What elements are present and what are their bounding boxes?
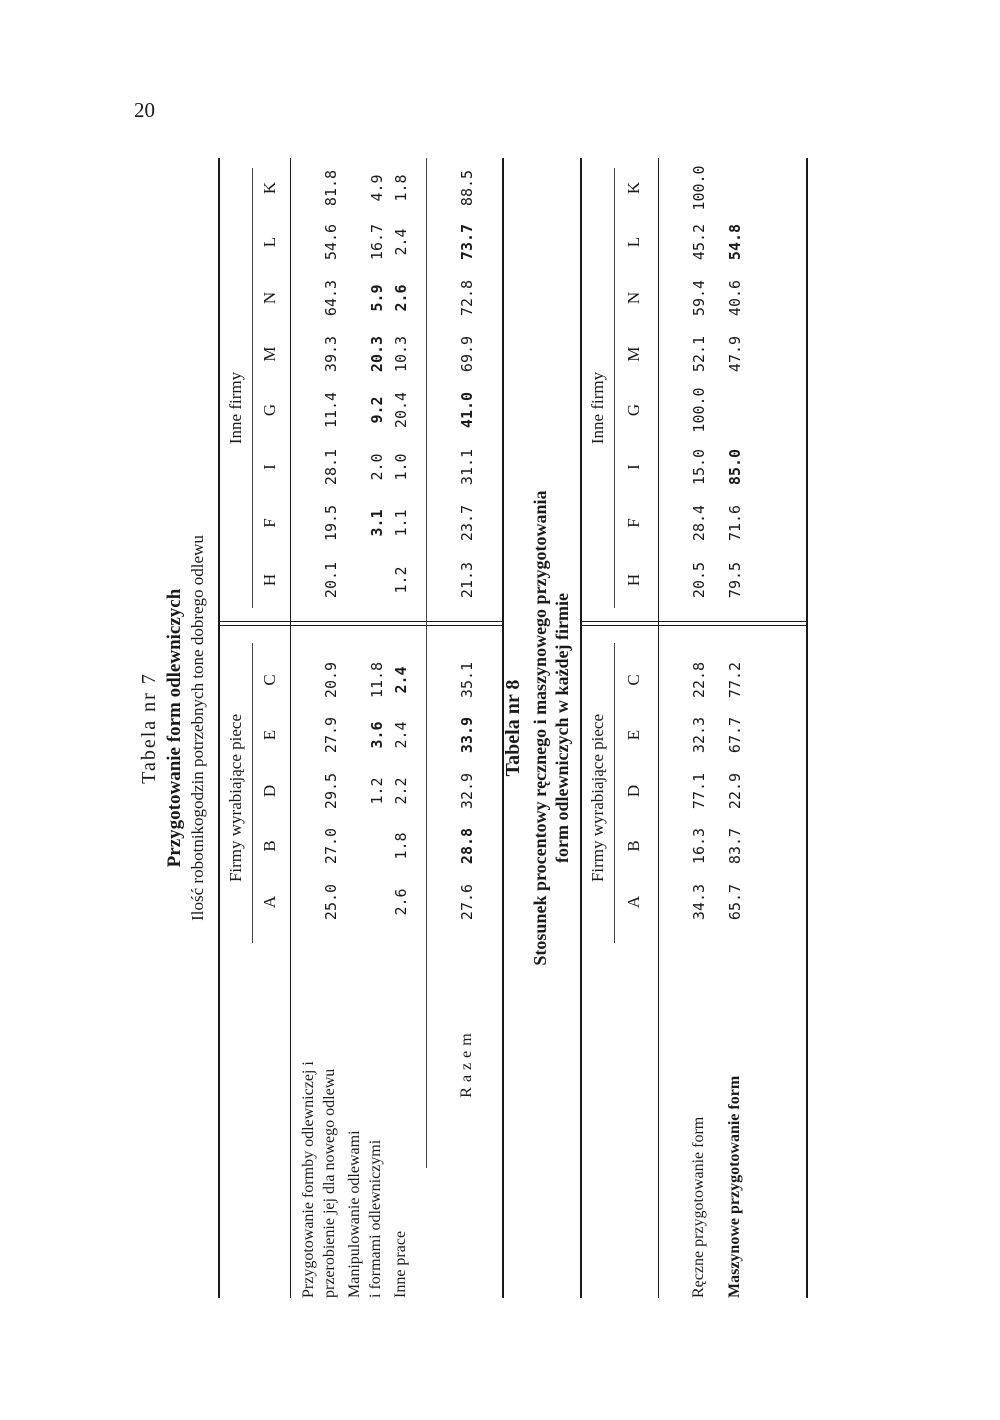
t8-col-I: I xyxy=(624,464,643,470)
t7-r1-M: 39.3 xyxy=(322,335,340,373)
table7-group-right-rule xyxy=(252,168,253,608)
t7-tot-L: 73.7 xyxy=(458,223,476,261)
table8-group-right-rule xyxy=(614,168,615,608)
table7-top-rule xyxy=(218,158,220,1298)
t7-col-C: C xyxy=(260,674,279,686)
t8-col-M: M xyxy=(624,346,643,362)
t7-tot-A: 27.6 xyxy=(458,883,476,921)
t8-r2-D: 22.9 xyxy=(726,772,744,810)
table8-top-rule xyxy=(580,158,582,1298)
t8-col-F: F xyxy=(624,518,643,528)
table8-divider-2 xyxy=(580,621,806,622)
t7-total-label: Razem xyxy=(458,1028,475,1098)
t7-row1-label-line2: przerobienie jej dla nowego odlewu xyxy=(321,1068,338,1298)
t8-col-H: H xyxy=(624,573,643,587)
t7-r3-N: 2.6 xyxy=(392,284,410,312)
t7-r3-I: 1.0 xyxy=(392,453,410,481)
t8-r1-I: 15.0 xyxy=(690,448,708,486)
table7-divider xyxy=(218,625,504,626)
t7-r1-L: 54.6 xyxy=(322,223,340,261)
t7-row3-label: Inne prace xyxy=(392,1230,409,1298)
table8-bottom-rule xyxy=(806,158,808,1298)
t7-r2-F: 3.1 xyxy=(368,509,386,537)
page-number: 20 xyxy=(134,98,155,122)
table8-divider xyxy=(580,625,806,626)
t7-r2-D: 1.2 xyxy=(368,777,386,805)
t8-r1-D: 77.1 xyxy=(690,772,708,810)
t8-r2-B: 83.7 xyxy=(726,827,744,865)
t8-r1-K: 100.0 xyxy=(690,165,708,211)
t8-r1-L: 45.2 xyxy=(690,223,708,261)
t7-r1-D: 29.5 xyxy=(322,772,340,810)
t7-col-A: A xyxy=(260,895,279,909)
table7-group-left: Firmy wyrabiające piece xyxy=(226,713,245,883)
t7-r2-N: 5.9 xyxy=(368,284,386,312)
t8-r1-M: 52.1 xyxy=(690,335,708,373)
t8-r1-C: 22.8 xyxy=(690,661,708,699)
t7-r3-G: 20.4 xyxy=(392,391,410,429)
t8-r1-E: 32.3 xyxy=(690,716,708,754)
table7-divider-2 xyxy=(218,621,504,622)
t7-r1-B: 27.0 xyxy=(322,827,340,865)
t8-row2-label: Maszynowe przygotowanie form xyxy=(726,1075,743,1298)
t8-r2-N: 40.6 xyxy=(726,279,744,317)
table8-group-right: Inne firmy xyxy=(588,371,607,445)
rotated-page-content xyxy=(130,158,810,1298)
t8-col-G: G xyxy=(624,403,643,417)
t8-r1-N: 59.4 xyxy=(690,279,708,317)
table8-group-left: Firmy wyrabiające piece xyxy=(588,713,607,883)
t7-r3-B: 1.8 xyxy=(392,832,410,860)
t7-r2-L: 16.7 xyxy=(368,223,386,261)
t7-col-B: B xyxy=(260,840,279,852)
t7-r3-L: 2.4 xyxy=(392,228,410,256)
t7-col-G: G xyxy=(260,403,279,417)
t7-r3-H: 1.2 xyxy=(392,566,410,594)
t7-r3-E: 2.4 xyxy=(392,721,410,749)
t7-col-F: F xyxy=(260,518,279,528)
t7-col-N: N xyxy=(260,291,279,305)
table8-group-left-rule xyxy=(614,643,615,943)
t8-col-A: A xyxy=(624,895,643,909)
t7-tot-H: 21.3 xyxy=(458,561,476,599)
t8-col-D: D xyxy=(624,784,643,798)
t7-tot-B: 28.8 xyxy=(458,827,476,865)
t7-col-K: K xyxy=(260,181,279,195)
t8-col-K: K xyxy=(624,181,643,195)
t7-tot-I: 31.1 xyxy=(458,448,476,486)
t8-r2-C: 77.2 xyxy=(726,661,744,699)
t7-tot-D: 32.9 xyxy=(458,772,476,810)
t8-r1-H: 20.5 xyxy=(690,561,708,599)
t7-col-L: L xyxy=(260,236,279,248)
t7-r2-I: 2.0 xyxy=(368,453,386,481)
t8-r1-A: 34.3 xyxy=(690,883,708,921)
t7-r1-K: 81.8 xyxy=(322,169,340,207)
table7-group-left-rule xyxy=(252,643,253,943)
t8-r1-G: 100.0 xyxy=(690,387,708,433)
t7-tot-M: 69.9 xyxy=(458,335,476,373)
t7-row1-label-line1: Przygotowanie formby odlewniczej i xyxy=(300,1061,317,1298)
t7-total-rule xyxy=(426,158,427,1168)
t8-col-B: B xyxy=(624,840,643,852)
t7-r1-E: 27.9 xyxy=(322,716,340,754)
table7-subtitle: Ilość robotnikogodzin potrzebnych tone dobrego odlewu xyxy=(188,535,207,921)
t7-r3-C: 2.4 xyxy=(392,666,410,694)
table8-title-line1: Stosunek procentowy ręcznego i maszynowego przygotowania xyxy=(530,490,550,966)
t7-r1-I: 28.1 xyxy=(322,448,340,486)
t8-row1-label: Ręczne przygotowanie form xyxy=(690,1116,707,1298)
t8-r1-F: 28.4 xyxy=(690,504,708,542)
t7-r1-F: 19.5 xyxy=(322,504,340,542)
t7-r3-M: 10.3 xyxy=(392,335,410,373)
t8-col-L: L xyxy=(624,236,643,248)
t8-r2-L: 54.8 xyxy=(726,223,744,261)
t7-r1-A: 25.0 xyxy=(322,883,340,921)
t7-r1-H: 20.1 xyxy=(322,561,340,599)
t7-col-H: H xyxy=(260,573,279,587)
t8-r1-B: 16.3 xyxy=(690,827,708,865)
t8-col-N: N xyxy=(624,291,643,305)
table7-label: Tabela nr 7 xyxy=(138,672,160,784)
t7-col-E: E xyxy=(260,729,279,741)
t7-row2-label-line1: Manipulowanie odlewami xyxy=(346,1130,363,1298)
t8-r2-E: 67.7 xyxy=(726,716,744,754)
t7-tot-N: 72.8 xyxy=(458,279,476,317)
table7-title: Przygotowanie form odlewniczych xyxy=(164,588,185,868)
t7-r2-M: 20.3 xyxy=(368,335,386,373)
t8-r2-A: 65.7 xyxy=(726,883,744,921)
t8-col-C: C xyxy=(624,674,643,686)
t7-r2-C: 11.8 xyxy=(368,661,386,699)
t7-r2-G: 9.2 xyxy=(368,396,386,424)
t7-r3-A: 2.6 xyxy=(392,888,410,916)
t7-tot-F: 23.7 xyxy=(458,504,476,542)
table7-group-right: Inne firmy xyxy=(226,371,245,445)
t7-col-M: M xyxy=(260,346,279,362)
t7-r3-K: 1.8 xyxy=(392,174,410,202)
t7-tot-C: 35.1 xyxy=(458,661,476,699)
t7-r2-E: 3.6 xyxy=(368,721,386,749)
table8-label: Tabela nr 8 xyxy=(502,679,524,777)
t7-col-I: I xyxy=(260,464,279,470)
table8-header-rule xyxy=(658,158,659,1298)
t8-col-E: E xyxy=(624,729,643,741)
t7-r1-G: 11.4 xyxy=(322,391,340,429)
t7-r3-D: 2.2 xyxy=(392,777,410,805)
t8-r2-F: 71.6 xyxy=(726,504,744,542)
t7-row2-label-line2: i formami odlewniczymi xyxy=(367,1139,384,1298)
t7-tot-K: 88.5 xyxy=(458,169,476,207)
t8-r2-I: 85.0 xyxy=(726,448,744,486)
t7-tot-G: 41.0 xyxy=(458,391,476,429)
t7-tot-E: 33.9 xyxy=(458,716,476,754)
t7-r2-K: 4.9 xyxy=(368,174,386,202)
t7-r1-C: 20.9 xyxy=(322,661,340,699)
table8-title-line2: form odlewniczych w każdej firmie xyxy=(552,593,572,863)
t8-r2-M: 47.9 xyxy=(726,335,744,373)
t7-r3-F: 1.1 xyxy=(392,509,410,537)
table7-header-rule xyxy=(290,158,291,1298)
t8-r2-H: 79.5 xyxy=(726,561,744,599)
t7-col-D: D xyxy=(260,784,279,798)
t7-r1-N: 64.3 xyxy=(322,279,340,317)
